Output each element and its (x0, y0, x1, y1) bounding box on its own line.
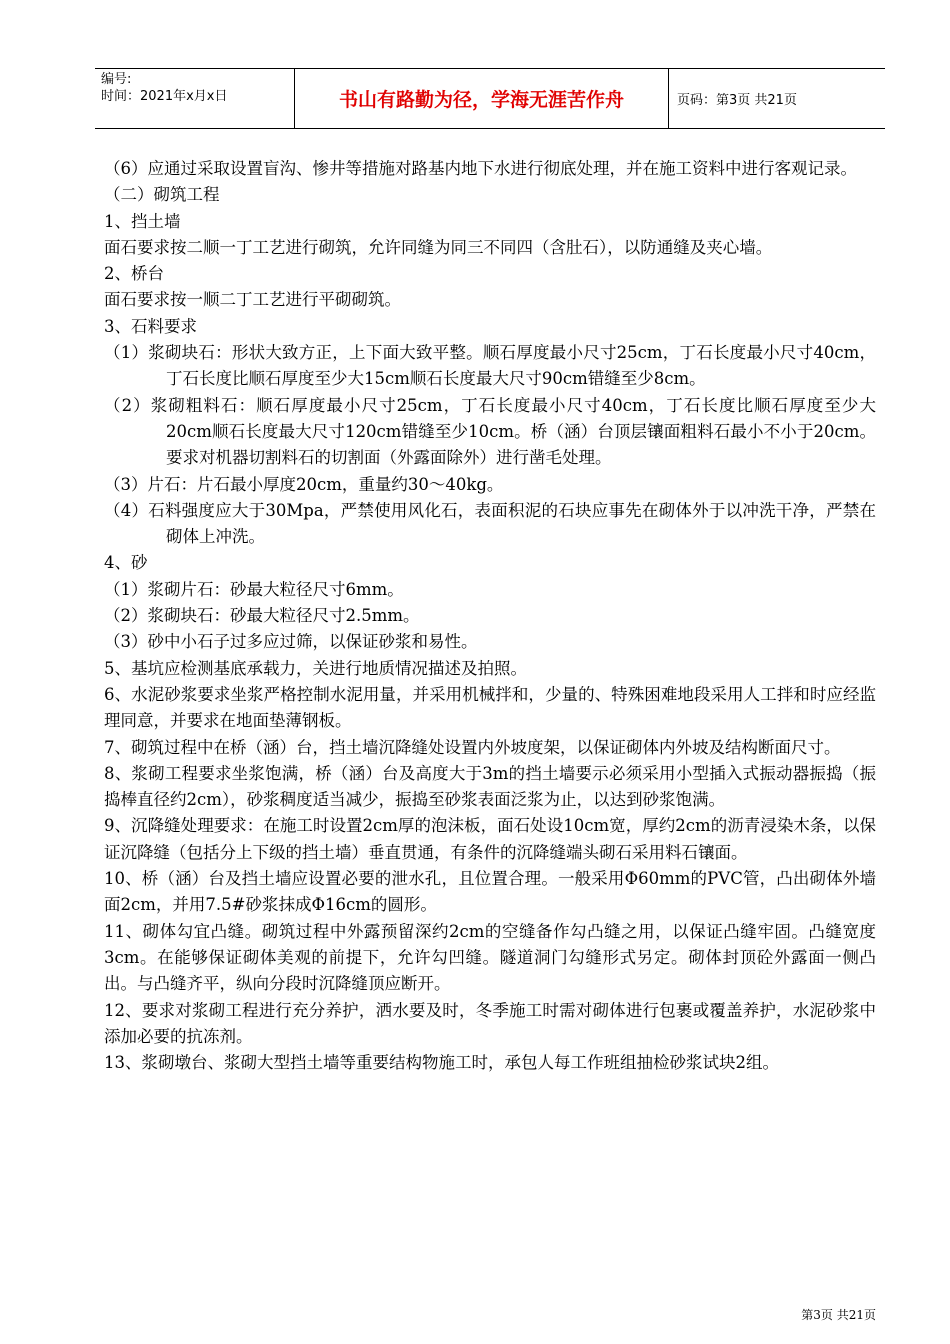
list-item: （2）浆砌块石：砂最大粒径尺寸2.5mm。 (104, 606, 420, 626)
page-header (95, 68, 885, 129)
section-heading: （二）砌筑工程 (104, 185, 220, 205)
subheading-abutment: 2、桥台 (104, 264, 164, 284)
subheading-stone: 3、石料要求 (104, 316, 197, 336)
doc-number-label: 编号: (101, 72, 132, 87)
item-6-paragraph: （6）应通过采取设置盲沟、惨井等措施对路基内地下水进行彻底处理，并在施工资料中进行客观记录。 (104, 159, 857, 178)
paragraph: 面石要求按一顺二丁工艺进行平砌砌筑。 (104, 290, 401, 310)
subheading-retaining-wall: 1、挡土墙 (104, 211, 181, 231)
page-footer: 第3页 共21页 (801, 1308, 876, 1322)
header-motto: 书山有路勤为径，学海无涯苦作舟 (295, 69, 669, 128)
paragraph: 11、砌体勾宜凸缝。砌筑过程中外露预留深约2cm的空缝备作勾凸缝之用，以保证凸缝牢固。凸缝宽度3cm。在能够保证砌体美观的前提下，允许勾凹缝。隧道洞门勾缝形式另定。砌体封顶砼外露面一侧凸出。与凸缝齐平，纵向分段时沉降缝顶应断开。 (104, 921, 876, 994)
paragraph: 7、砌筑过程中在桥（涵）台，挡土墙沉降缝处设置内外坡度架，以保证砌体内外坡及结构断面尺寸。 (104, 737, 841, 757)
list-item: （3）砂中小石子过多应过筛，以保证砂浆和易性。 (104, 632, 478, 652)
paragraph: 9、沉降缝处理要求：在施工时设置2cm厚的泡沫板，面石处设10cm宽，厚约2cm的沥青浸染木条，以保证沉降缝（包括分上下级的挡土墙）垂直贯通，有条件的沉降缝端头砌石采用料石镶面。 (104, 816, 876, 862)
paragraph: 13、浆砌墩台、浆砌大型挡土墙等重要结构物施工时，承包人每工作班组抽检砂浆试块2组。 (104, 1053, 779, 1073)
list-item: （2）浆砌粗料石：顺石厚度最小尺寸25cm，丁石长度最小尺寸40cm，丁石长度比顺石厚度至少大20cm顺石长度最大尺寸120cm错缝至少10cm。桥（涵）台顶层镶面粗料石最小不小于20cm。要求对机器切割料石的切割面（外露面除外）进行凿毛处理。 (104, 395, 876, 468)
document-body (104, 156, 876, 1076)
paragraph: 10、桥（涵）台及挡土墙应设置必要的泄水孔，且位置合理。一般采用Φ60mm的PVC管，凸出砌体外墙面2cm，并用7.5#砂浆抹成Φ16cm的圆形。 (104, 869, 876, 915)
paragraph: 8、浆砌工程要求坐浆饱满，桥（涵）台及高度大于3m的挡土墙要示必须采用小型插入式振动器振捣（振捣棒直径约2cm），砂浆稠度适当减少，振捣至砂浆表面泛浆为止，以达到砂浆饱满。 (104, 763, 876, 810)
subheading-sand: 4、砂 (104, 553, 148, 573)
paragraph: 5、基坑应检测基底承载力，关进行地质情况描述及拍照。 (104, 658, 527, 678)
header-meta (95, 69, 295, 128)
list-item: （3）片石：片石最小厚度20cm，重量约30～40kg。 (104, 474, 504, 494)
list-item: （1）浆砌片石：砂最大粒径尺寸6mm。 (104, 579, 404, 599)
paragraph: 面石要求按二顺一丁工艺进行砌筑，允许同缝为同三不同四（含肚石），以防通缝及夹心墙。 (104, 237, 773, 257)
date-line: 时间：2021年x月x日 (101, 89, 228, 104)
list-item: （4）石料强度应大于30Mpa，严禁使用风化石，表面积泥的石块应事先在砌体外于以冲洗干净，严禁在砌体上冲洗。 (104, 500, 876, 547)
paragraph: 12、要求对浆砌工程进行充分养护，洒水要及时，冬季施工时需对砌体进行包裹或覆盖养护，水泥砂浆中添加必要的抗冻剂。 (104, 1000, 876, 1046)
header-page-info: 页码：第3页 共21页 (677, 93, 797, 108)
list-item: （1）浆砌块石：形状大致方正，上下面大致平整。顺石厚度最小尺寸25cm，丁石长度最小尺寸40cm，丁石长度比顺石厚度至少大15cm顺石长度最大尺寸90cm错缝至少8cm。 (104, 343, 876, 389)
paragraph: 6、水泥砂浆要求坐浆严格控制水泥用量，并采用机械拌和，少量的、特殊困难地段采用人工拌和时应经监理同意，并要求在地面垫薄钢板。 (104, 684, 876, 731)
